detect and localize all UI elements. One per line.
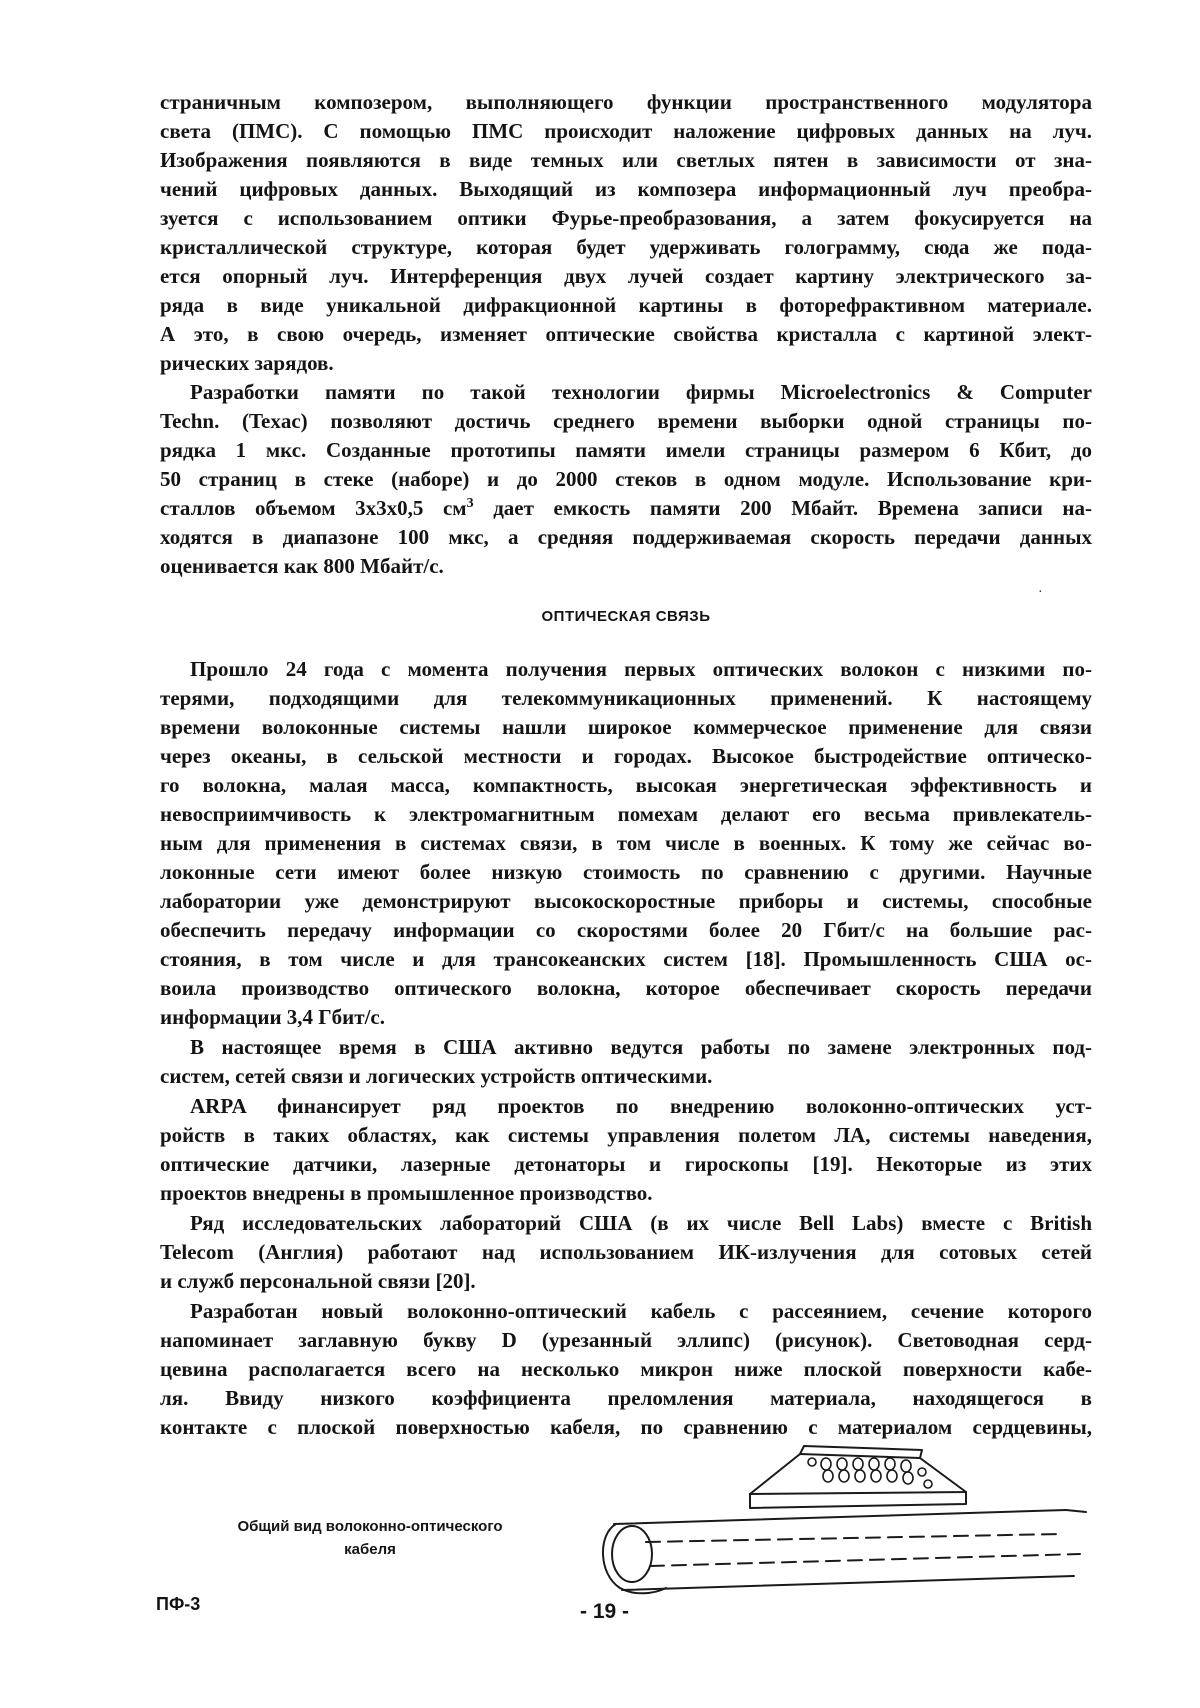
cable-far-edge <box>1066 1510 1086 1512</box>
figure-caption <box>190 1515 550 1561</box>
text-line: чений цифровых данных. Выходящий из композера информационный луч преобра- <box>160 177 1092 201</box>
superscript: 3 <box>466 496 474 511</box>
text-line: рических зарядов. <box>160 351 334 375</box>
text-line: ется опорный луч. Интерференция двух лучей создает картину электрического за- <box>160 264 1092 288</box>
text-line: кристаллической структуре, которая будет удерживать голограмму, сюда же пода- <box>160 235 1092 259</box>
text-line: проектов внедрены в промышленное производство. <box>160 1181 653 1205</box>
text-line: воила производство оптического волокна, которое обеспечивает скорость передачи <box>160 976 1092 1000</box>
text-line: ля. Ввиду низкого коэффициента преломления материала, находящегося в <box>160 1386 1092 1410</box>
text-line: невосприимчивость к электромагнитным помехам делают его весьма привлекатель- <box>160 802 1092 826</box>
text-line: Telecom (Англия) работают над использованием ИК-излучения для сотовых сетей <box>160 1240 1092 1264</box>
text-line: через океаны, в сельской местности и городах. Высокое быстродействие оптическо- <box>160 744 1092 768</box>
caption-line: кабеля <box>344 1541 396 1558</box>
text-line: систем, сетей связи и логических устройств оптическими. <box>160 1064 713 1088</box>
text-line: ходятся в диапазоне 100 мкс, а средняя поддерживаемая скорость передачи данных <box>160 525 1092 549</box>
text-line: зуется с использованием оптики Фурье-преобразования, а затем фокусируется на <box>160 206 1092 230</box>
chip-top-face <box>750 1454 966 1494</box>
text-segment: дает емкость памяти 200 Мбайт. Времена записи на- <box>473 496 1092 520</box>
text-line: страничным композером, выполняющего функции пространственного модулятора <box>160 90 1092 114</box>
cable-end-face <box>612 1526 652 1582</box>
cable-top-edge <box>614 1510 1066 1524</box>
text-line: ным для применения в системах связи, в том числе в военных. К тому же сейчас во- <box>160 831 1092 855</box>
text-line: 50 страниц в стеке (наборе) и до 2000 стеков в одном модуле. Использование кри- <box>160 467 1092 491</box>
text-line: лаборатории уже демонстрируют высокоскоростные приборы и системы, способные <box>160 889 1092 913</box>
text-line: Прошло 24 года с момента получения первых оптических волокон с низкими по- <box>190 657 1092 681</box>
text-line: го волокна, малая масса, компактность, высокая энергетическая эффективность и <box>160 773 1092 797</box>
text-line: ряда в виде уникальной дифракционной картины в фоторефрактивном материале. <box>160 293 1092 317</box>
scan-dot: · <box>1038 585 1043 600</box>
text-line: обеспечить передачу информации со скоростями более 20 Гбит/с на большие рас- <box>160 918 1092 942</box>
section-heading: ОПТИЧЕСКАЯ СВЯЗЬ <box>541 608 711 625</box>
text-line: локонные сети имеют более низкую стоимость по сравнению с другими. Научные <box>160 860 1092 884</box>
document-code: ПФ-3 <box>156 1594 201 1614</box>
text-line: ройств в таких областях, как системы управления полетом ЛА, системы наведения, <box>160 1123 1092 1147</box>
text-line: контакте с плоской поверхностью кабеля, по сравнению с материалом сердцевины, <box>160 1415 1092 1439</box>
text-line: Techn. (Texac) позволяют достичь среднего времени выборки одной страницы по- <box>160 409 1092 433</box>
page-number: - 19 - <box>580 1600 630 1623</box>
core-line-upper <box>646 1534 1060 1542</box>
text-line: информации 3,4 Гбит/с. <box>160 1005 385 1029</box>
text-line: терями, подходящими для телекоммуникационных применений. К настоящему <box>160 686 1092 710</box>
text-line: Ряд исследовательских лабораторий США (в их числе Bell Labs) вместе с British <box>190 1211 1092 1235</box>
text-line: света (ПМС). С помощью ПМС происходит наложение цифровых данных на луч. <box>160 119 1092 143</box>
chip-dot-array <box>808 1458 932 1488</box>
text-line: цевина располагается всего на несколько микрон ниже плоской поверхности кабе- <box>160 1357 1092 1381</box>
cable-bottom-edge <box>622 1576 1074 1590</box>
text-line: Разработки памяти по такой технологии фирмы Microelectronics & Computer <box>190 380 1092 404</box>
text-line: В настоящее время в США активно ведутся работы по замене электронных под- <box>190 1035 1092 1059</box>
text-line: ARPA финансирует ряд проектов по внедрению волоконно-оптических уст- <box>190 1094 1092 1118</box>
core-line-lower <box>650 1554 1080 1566</box>
text-line: Изображения появляются в виде темных или светлых пятен в зависимости от зна- <box>160 148 1092 172</box>
text-line: напоминает заглавную букву D (урезанный эллипс) (рисунок). Световодная серд- <box>160 1328 1092 1352</box>
text-line: оптические датчики, лазерные детонаторы и гироскопы [19]. Некоторые из этих <box>160 1152 1092 1176</box>
text-line: А это, в свою очередь, изменяет оптические свойства кристалла с картиной элект- <box>160 322 1092 346</box>
text-line: Разработан новый волоконно-оптический кабель с рассеянием, сечение которого <box>190 1299 1092 1323</box>
text-line <box>160 494 1092 522</box>
fiber-optic-cable-figure <box>590 1442 1090 1602</box>
text-line: и служб персональной связи [20]. <box>160 1269 476 1293</box>
caption-line: Общий вид волоконно-оптического <box>237 1518 503 1535</box>
text-line: стояния, в том числе и для трансокеанских систем [18]. Промышленность США ос- <box>160 947 1092 971</box>
text-line: времени волоконные системы нашли широкое коммерческое применение для связи <box>160 715 1092 739</box>
text-line: рядка 1 мкс. Созданные прототипы памяти имели страницы размером 6 Кбит, до <box>160 438 1092 462</box>
text-segment: сталлов объемом 3х3х0,5 см <box>160 496 467 520</box>
text-line: оценивается как 800 Мбайт/с. <box>160 554 444 578</box>
